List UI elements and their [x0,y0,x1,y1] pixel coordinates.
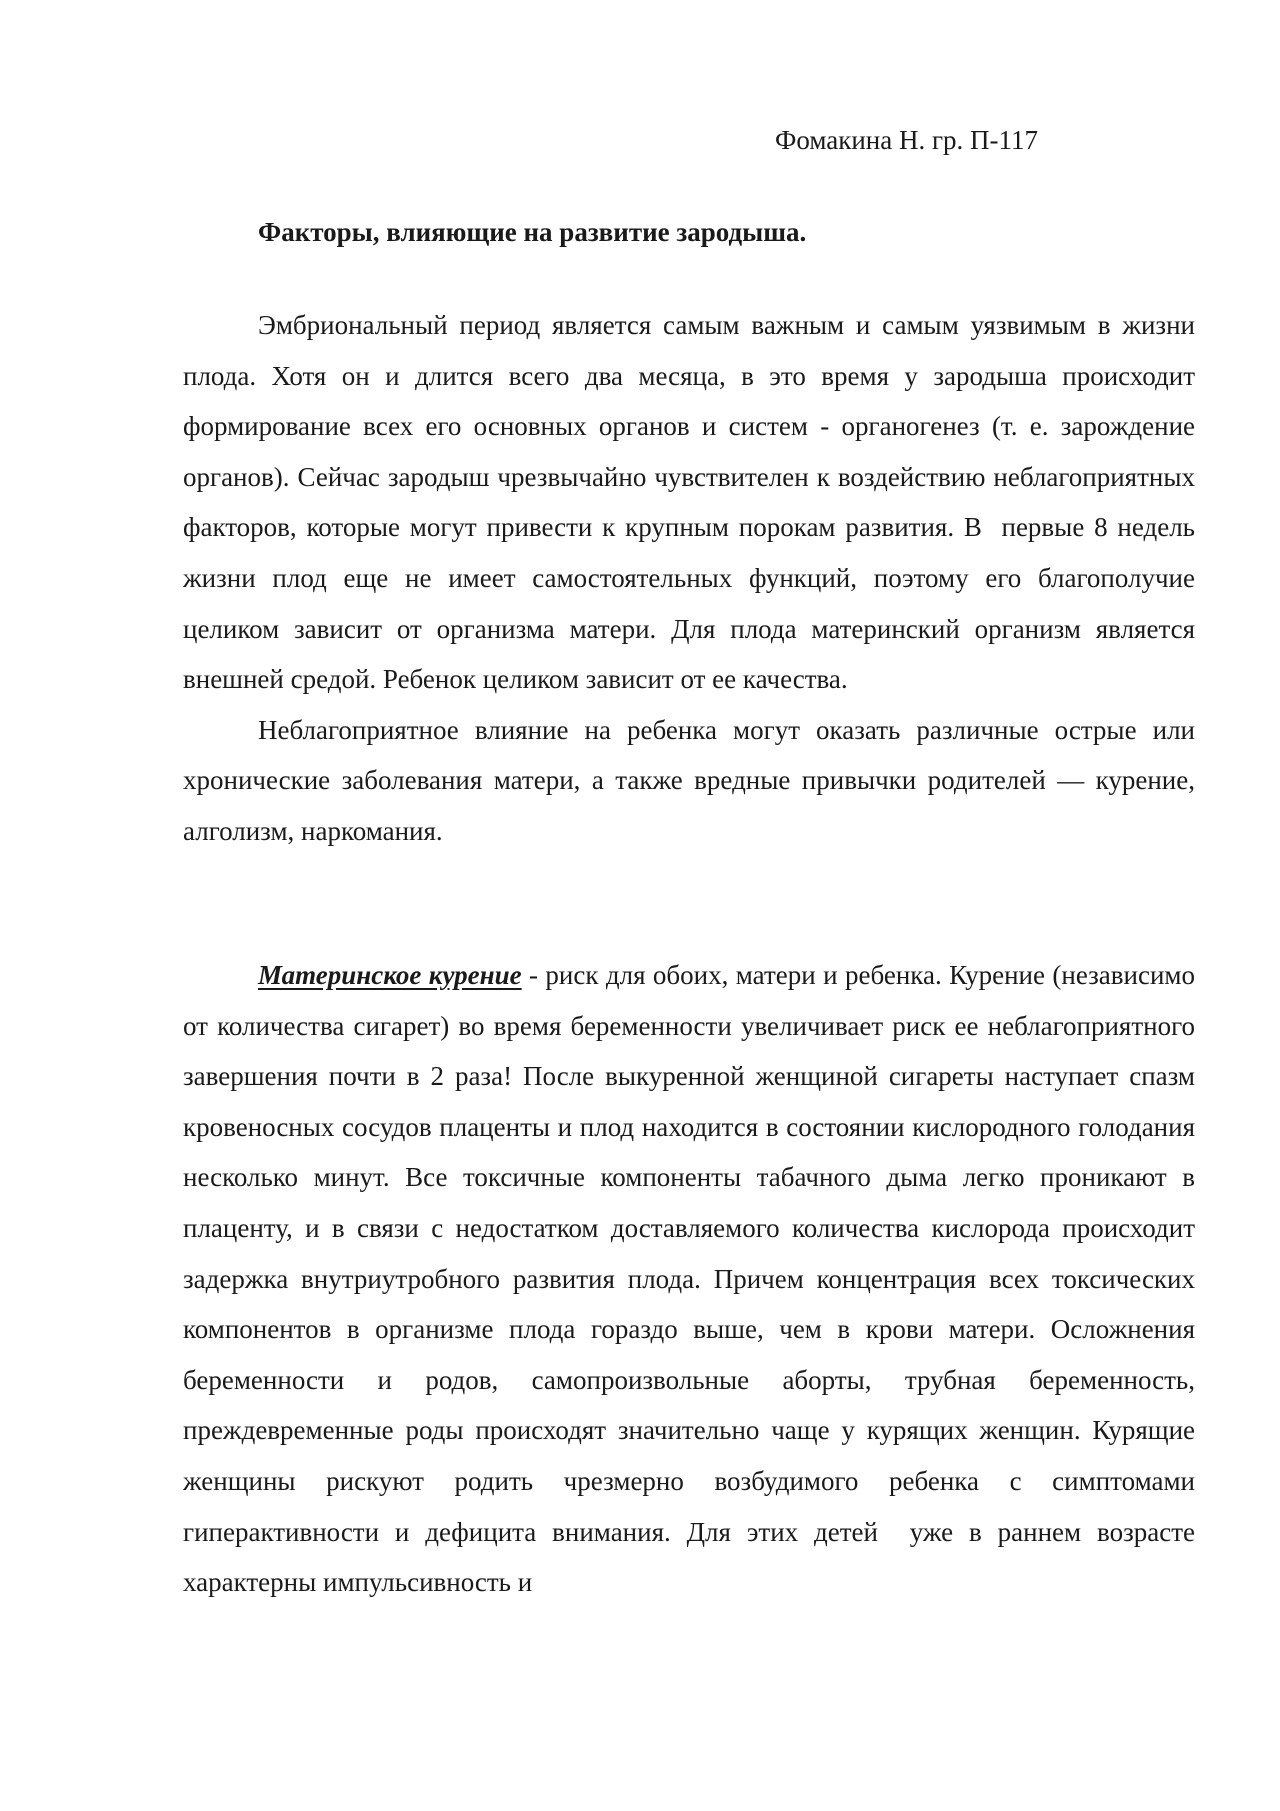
intro-section [183,300,1202,857]
paragraph-adverse-influence: Неблагоприятное влияние на ребенка могут оказать различные острые или хронические заболевания матери, а также вредные привычки родителей — курение, алголизм, наркомания. [183,714,1202,846]
author-line: Фомакина Н. гр. П-117 [775,125,1039,155]
paragraph-maternal-smoking [183,950,1202,1608]
smoking-section [183,950,1202,1608]
paragraph-embryonic-period: Эмбриональный период является самым важным и самым уязвимым в жизни плода. Хотя он и длится всего два месяца, в это время у зародыша происходит формирование всех его основных органов и систем - органогенез (т. е. зарождение органов). Сейчас зародыш чрезвычайно чувствителен к воздействию неблагоприятных факторов, которые могут привести к крупным порокам развития. В первые 8 недель жизни плод еще не имеет самостоятельных функций, поэтому его благополучие целиком зависит от организма матери. Для плода материнский организм является внешней средой. Ребенок целиком зависит от ее качества. [183,310,1202,695]
paragraph-maternal-smoking-text: - риск для обоих, матери и ребенка. Курение (независимо от количества сигарет) во время беременности увеличивает риск ее неблагоприятного завершения почти в 2 раза! После выкуренной женщиной сигареты наступает спазм кровеносных сосудов плаценты и плод находится в состоянии кислородного голодания несколько минут. Все токсичные компоненты табачного дыма легко проникают в плаценту, и в связи с недостатком доставляемого количества кислорода происходит задержка внутриутробного развития плода. Причем концентрация всех токсических компонентов в организме плода гораздо выше, чем в крови матери. Осложнения беременности и родов, самопроизвольные аборты, трубная беременность, преждевременные роды происходят значительно чаще у курящих женщин. Курящие женщины рискуют родить чрезмерно возбудимого ребенка с симптомами гиперактивности и дефицита внимания. Для этих детей уже в раннем возрасте характерны импульсивность и [183,960,1202,1598]
term-maternal-smoking: Материнское курение [258,960,522,990]
document-title: Факторы, влияющие на развитие зародыша. [258,217,807,247]
